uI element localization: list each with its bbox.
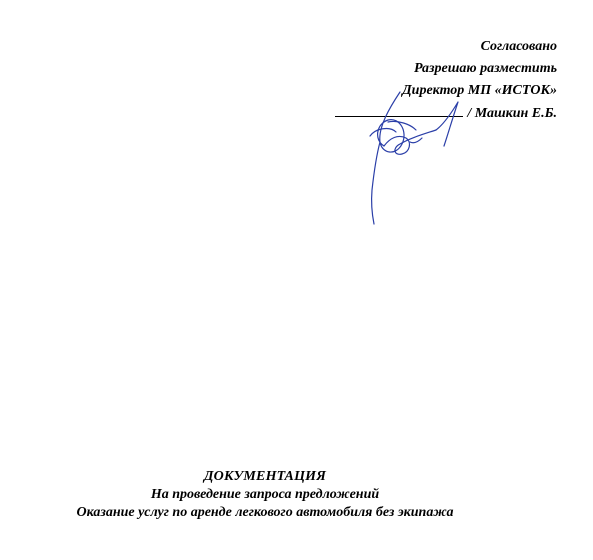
approval-agreed: Согласовано xyxy=(480,39,557,54)
handwritten-signature xyxy=(340,72,470,232)
document-title: ДОКУМЕНТАЦИЯ xyxy=(203,469,327,484)
approval-permit: Разрешаю разместить xyxy=(414,61,557,76)
approval-signatory: / Машкин Е.Б. xyxy=(467,106,557,121)
document-title-block xyxy=(0,468,530,522)
approval-position: Директор МП «ИСТОК» xyxy=(402,83,557,98)
document-subtitle: На проведение запроса предложений xyxy=(150,487,380,502)
document-subject: Оказание услуг по аренде легкового автомобиля без экипажа xyxy=(76,505,454,520)
